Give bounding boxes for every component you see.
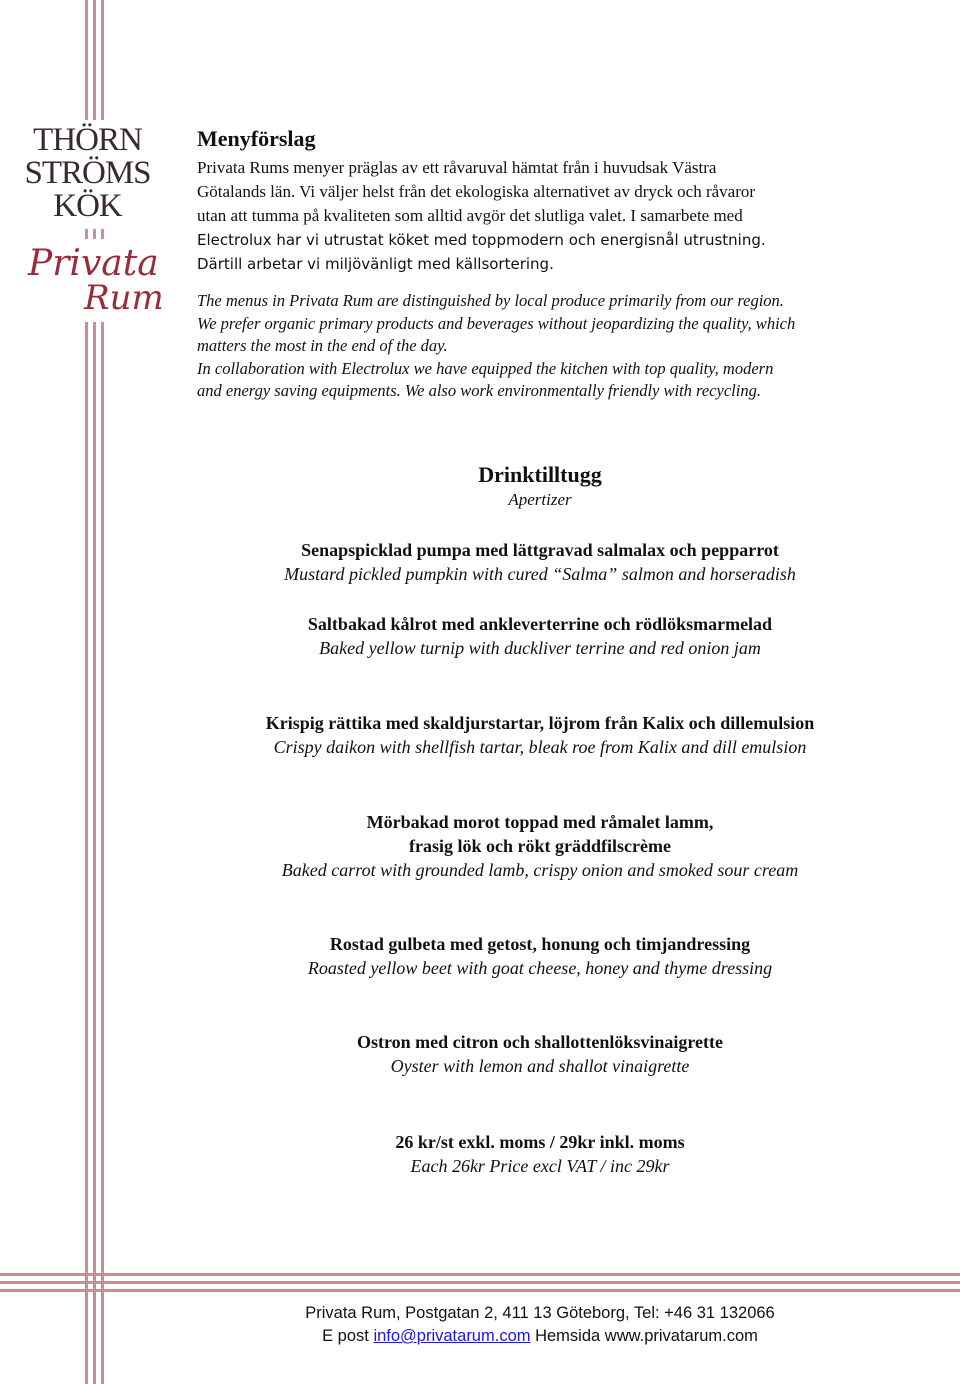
section-title: Drinktilltugg: [478, 462, 602, 487]
dish-name-sv: Senapspicklad pumpa med lättgravad salmalax och pepparrot: [301, 540, 779, 560]
email-link[interactable]: info@privatarum.com: [373, 1327, 531, 1345]
horizontal-stripe: [0, 1289, 960, 1292]
section-subtitle: Apertizer: [508, 490, 572, 509]
dish-name-en: Crispy daikon with shellfish tartar, bleak roe from Kalix and dill emulsion: [273, 737, 807, 757]
menu-item: [200, 538, 880, 586]
logo: [20, 120, 170, 322]
intro-sv-line: Privata Rums menyer präglas av ett råvaruval hämtat från i huvudsak Västra: [197, 158, 717, 177]
dish-name-en: Baked yellow turnip with duckliver terrine and red onion jam: [319, 638, 761, 658]
menu-item: [200, 612, 880, 660]
menu-item: [200, 810, 880, 882]
logo-script-privata: Privata: [28, 243, 159, 284]
horizontal-stripe: [0, 1281, 960, 1284]
dish-name-sv-line-2: frasig lök och rökt gräddfilscrème: [409, 836, 671, 856]
dish-name-sv: Rostad gulbeta med getost, honung och timjandressing: [329, 934, 751, 954]
dish-name-sv: Ostron med citron och shallottenlöksvinaigrette: [357, 1032, 723, 1052]
logo-script-rum: Rum: [84, 278, 164, 318]
intro-en-line: matters the most in the end of the day.: [197, 336, 448, 355]
footer-address: Privata Rum, Postgatan 2, 411 13 Göteborg, Tel: +46 31 132066: [305, 1304, 775, 1322]
menu-item: [200, 932, 880, 980]
website-text: www.privatarum.com: [604, 1327, 758, 1345]
dish-name-sv: Krispig rättika med skaldjurstartar, löjrom från Kalix och dillemulsion: [265, 713, 815, 733]
intro-sv-line: Därtill arbetar vi miljövänligt med källsortering.: [197, 255, 554, 273]
dish-name-sv: Mörbakad morot toppad med råmalet lamm,: [366, 812, 714, 832]
horizontal-stripe: [0, 1273, 960, 1276]
footer-contact: [200, 1325, 880, 1348]
dish-name-en: Oyster with lemon and shallot vinaigrette: [390, 1056, 690, 1076]
menu-item: [200, 711, 880, 759]
intro-section: [197, 126, 917, 403]
logo-line-3: KÖK: [53, 188, 122, 224]
page-title: Menyförslag: [197, 126, 316, 151]
dish-name-en: Mustard pickled pumpkin with cured “Salma” salmon and horseradish: [284, 564, 796, 584]
dish-name-sv: Saltbakad kålrot med ankleverterrine och rödlöksmarmelad: [307, 614, 773, 634]
dish-name-en: Roasted yellow beet with goat cheese, honey and thyme dressing: [307, 958, 773, 978]
section-header: [200, 462, 880, 510]
intro-sv-line: utan att tumma på kvaliteten som alltid avgör det slutliga valet. I samarbete med: [197, 206, 743, 225]
dish-name-en: Baked carrot with grounded lamb, crispy onion and smoked sour cream: [281, 860, 799, 880]
price-sv: 26 kr/st exkl. moms / 29kr inkl. moms: [395, 1132, 685, 1152]
intro-en-line: In collaboration with Electrolux we have equipped the kitchen with top quality, modern: [197, 358, 774, 378]
intro-sv-line: Götalands län. Vi väljer helst från det ekologiska alternativet av dryck och råvaror: [197, 182, 756, 201]
logo-line-2: STRÖMS: [24, 155, 151, 191]
menu-item: [200, 1030, 880, 1078]
intro-en-line: The menus in Privata Rum are distinguished by local produce primarily from our region.: [197, 291, 784, 310]
email-label: E post: [322, 1327, 369, 1345]
logo-line-1: THÖRN: [33, 122, 142, 158]
intro-en-line: and energy saving equipments. We also work environmentally friendly with recycling.: [197, 381, 761, 400]
footer: [200, 1302, 880, 1348]
price-en: Each 26kr Price excl VAT / inc 29kr: [410, 1156, 670, 1176]
intro-sv-line: Electrolux har vi utrustat köket med toppmodern och energisnål utrustning.: [197, 231, 766, 249]
intro-en-line: We prefer organic primary products and beverages without jeopardizing the quality, which: [197, 313, 796, 333]
price-info: [200, 1130, 880, 1178]
website-label: Hemsida: [535, 1327, 601, 1345]
